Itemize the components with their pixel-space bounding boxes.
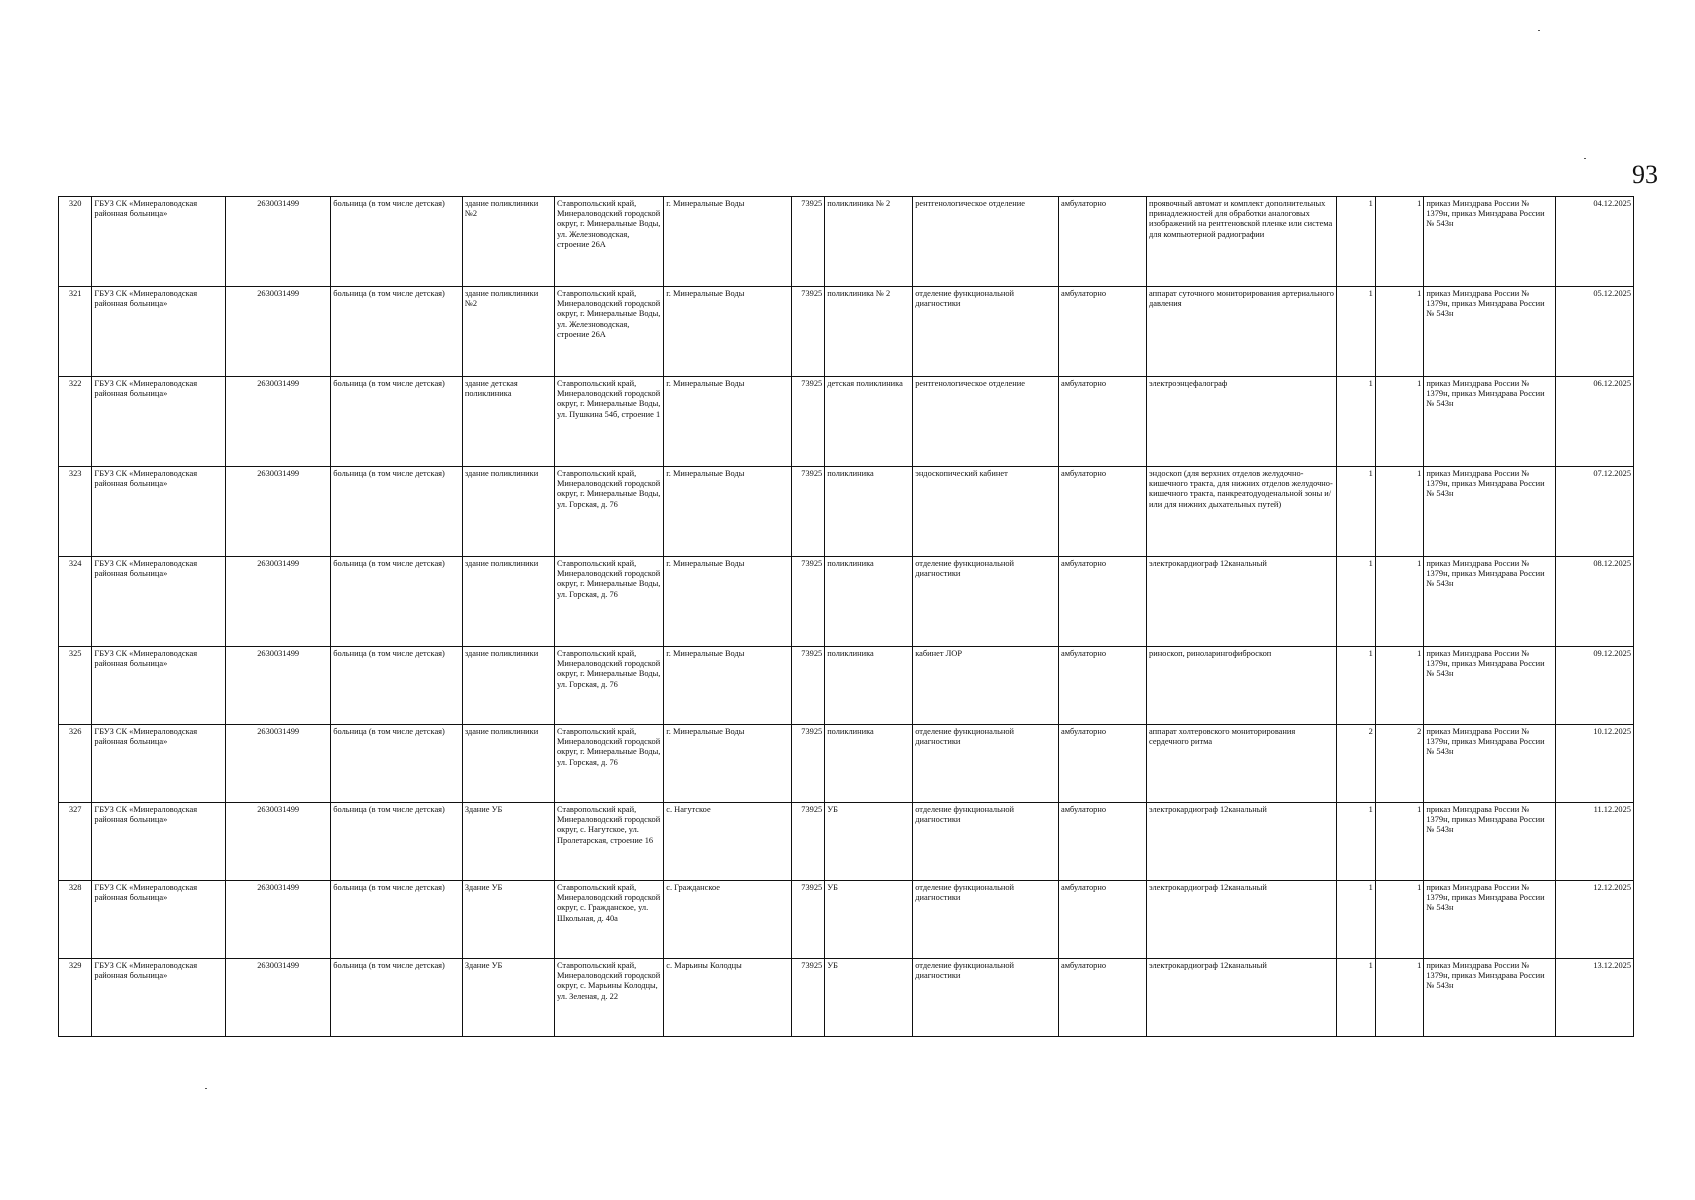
cell-address: Ставропольский край, Минераловодский городской округ, г. Минеральные Воды, ул. Железноводская, строение 26А — [554, 197, 663, 287]
cell-oktmo-code: 73925 — [791, 803, 824, 881]
cell-care-mode: амбулаторно — [1058, 881, 1146, 959]
cell-regulation-order: приказ Минздрава России № 1379н, приказ Минздрава России № 543н — [1424, 557, 1556, 647]
cell-subdivision: поликлиника — [825, 647, 913, 725]
cell-row-number: 328 — [59, 881, 92, 959]
cell-quantity-planned: 1 — [1375, 377, 1424, 467]
cell-locality: г. Минеральные Воды — [664, 197, 792, 287]
cell-inn-code: 2630031499 — [226, 287, 331, 377]
cell-oktmo-code: 73925 — [791, 725, 824, 803]
cell-organization-name: ГБУЗ СК «Минераловодская районная больница» — [92, 959, 226, 1037]
cell-building-name: здание поликлиники — [462, 725, 554, 803]
table-row — [59, 197, 1634, 287]
cell-subdivision: УБ — [825, 803, 913, 881]
cell-department: отделение функциональной диагностики — [913, 881, 1059, 959]
cell-locality: г. Минеральные Воды — [664, 287, 792, 377]
cell-locality: г. Минеральные Воды — [664, 467, 792, 557]
cell-quantity-planned: 1 — [1375, 467, 1424, 557]
cell-department: рентгенологическое отделение — [913, 197, 1059, 287]
cell-oktmo-code: 73925 — [791, 959, 824, 1037]
cell-locality: г. Минеральные Воды — [664, 377, 792, 467]
cell-care-mode: амбулаторно — [1058, 197, 1146, 287]
cell-address: Ставропольский край, Минераловодский городской округ, с. Марьины Колодцы, ул. Зеленая, д. 22 — [554, 959, 663, 1037]
cell-locality: с. Марьины Колодцы — [664, 959, 792, 1037]
cell-institution-type: больница (в том числе детская) — [331, 377, 463, 467]
cell-institution-type: больница (в том числе детская) — [331, 803, 463, 881]
cell-department: кабинет ЛОР — [913, 647, 1059, 725]
cell-deadline-date: 12.12.2025 — [1555, 881, 1633, 959]
cell-row-number: 324 — [59, 557, 92, 647]
cell-subdivision: детская поликлиника — [825, 377, 913, 467]
cell-quantity-required: 1 — [1337, 803, 1375, 881]
cell-equipment-name: электрокардиограф 12канальный — [1147, 959, 1337, 1037]
cell-subdivision: поликлиника — [825, 467, 913, 557]
cell-deadline-date: 11.12.2025 — [1555, 803, 1633, 881]
cell-equipment-name: электроэнцефалограф — [1147, 377, 1337, 467]
cell-inn-code: 2630031499 — [226, 377, 331, 467]
cell-quantity-planned: 2 — [1375, 725, 1424, 803]
cell-building-name: здание поликлиники №2 — [462, 287, 554, 377]
cell-row-number: 325 — [59, 647, 92, 725]
cell-regulation-order: приказ Минздрава России № 1379н, приказ Минздрава России № 543н — [1424, 803, 1556, 881]
cell-row-number: 326 — [59, 725, 92, 803]
table-row — [59, 467, 1634, 557]
cell-regulation-order: приказ Минздрава России № 1379н, приказ Минздрава России № 543н — [1424, 647, 1556, 725]
cell-care-mode: амбулаторно — [1058, 557, 1146, 647]
cell-oktmo-code: 73925 — [791, 557, 824, 647]
cell-inn-code: 2630031499 — [226, 725, 331, 803]
cell-locality: с. Нагутское — [664, 803, 792, 881]
cell-deadline-date: 09.12.2025 — [1555, 647, 1633, 725]
cell-organization-name: ГБУЗ СК «Минераловодская районная больница» — [92, 197, 226, 287]
cell-equipment-name: проявочный автомат и комплект дополнительных принадлежностей для обработки аналоговых изображений на рентгеновской пленке или система для компьютерной радиографии — [1147, 197, 1337, 287]
table-row — [59, 557, 1634, 647]
cell-subdivision: УБ — [825, 881, 913, 959]
cell-inn-code: 2630031499 — [226, 467, 331, 557]
cell-address: Ставропольский край, Минераловодский городской округ, г. Минеральные Воды, ул. Горская, д. 76 — [554, 725, 663, 803]
cell-building-name: Здание УБ — [462, 803, 554, 881]
cell-row-number: 323 — [59, 467, 92, 557]
cell-quantity-required: 1 — [1337, 287, 1375, 377]
cell-regulation-order: приказ Минздрава России № 1379н, приказ Минздрава России № 543н — [1424, 287, 1556, 377]
cell-care-mode: амбулаторно — [1058, 467, 1146, 557]
scan-speck — [205, 1088, 207, 1089]
cell-building-name: здание поликлиники — [462, 557, 554, 647]
cell-deadline-date: 05.12.2025 — [1555, 287, 1633, 377]
cell-row-number: 327 — [59, 803, 92, 881]
table-row — [59, 725, 1634, 803]
page-number: 93 — [1632, 160, 1658, 189]
cell-row-number: 329 — [59, 959, 92, 1037]
cell-deadline-date: 06.12.2025 — [1555, 377, 1633, 467]
scan-speck — [1584, 158, 1586, 159]
cell-quantity-required: 1 — [1337, 647, 1375, 725]
cell-equipment-name: электрокардиограф 12канальный — [1147, 557, 1337, 647]
cell-equipment-name: электрокардиограф 12канальный — [1147, 803, 1337, 881]
cell-address: Ставропольский край, Минераловодский городской округ, с. Гражданское, ул. Школьная, д. 40а — [554, 881, 663, 959]
cell-organization-name: ГБУЗ СК «Минераловодская районная больница» — [92, 647, 226, 725]
cell-institution-type: больница (в том числе детская) — [331, 467, 463, 557]
cell-building-name: здание детская поликлиника — [462, 377, 554, 467]
cell-institution-type: больница (в том числе детская) — [331, 287, 463, 377]
cell-building-name: здание поликлиники — [462, 467, 554, 557]
cell-organization-name: ГБУЗ СК «Минераловодская районная больница» — [92, 287, 226, 377]
cell-quantity-required: 1 — [1337, 197, 1375, 287]
cell-oktmo-code: 73925 — [791, 647, 824, 725]
cell-address: Ставропольский край, Минераловодский городской округ, г. Минеральные Воды, ул. Горская, д. 76 — [554, 647, 663, 725]
table-row — [59, 647, 1634, 725]
cell-locality: г. Минеральные Воды — [664, 725, 792, 803]
cell-address: Ставропольский край, Минераловодский городской округ, г. Минеральные Воды, ул. Железноводская, строение 26А — [554, 287, 663, 377]
table-row — [59, 377, 1634, 467]
cell-institution-type: больница (в том числе детская) — [331, 881, 463, 959]
cell-row-number: 321 — [59, 287, 92, 377]
cell-regulation-order: приказ Минздрава России № 1379н, приказ Минздрава России № 543н — [1424, 959, 1556, 1037]
cell-department: отделение функциональной диагностики — [913, 725, 1059, 803]
cell-equipment-name: аппарат холтеровского мониторирования сердечного ритма — [1147, 725, 1337, 803]
cell-regulation-order: приказ Минздрава России № 1379н, приказ Минздрава России № 543н — [1424, 197, 1556, 287]
cell-inn-code: 2630031499 — [226, 647, 331, 725]
cell-oktmo-code: 73925 — [791, 197, 824, 287]
cell-subdivision: поликлиника № 2 — [825, 287, 913, 377]
cell-building-name: Здание УБ — [462, 959, 554, 1037]
cell-row-number: 320 — [59, 197, 92, 287]
cell-building-name: здание поликлиники №2 — [462, 197, 554, 287]
cell-locality: г. Минеральные Воды — [664, 647, 792, 725]
cell-inn-code: 2630031499 — [226, 881, 331, 959]
cell-address: Ставропольский край, Минераловодский городской округ, с. Нагутское, ул. Пролетарская, строение 16 — [554, 803, 663, 881]
cell-quantity-planned: 1 — [1375, 557, 1424, 647]
cell-organization-name: ГБУЗ СК «Минераловодская районная больница» — [92, 803, 226, 881]
cell-subdivision: поликлиника № 2 — [825, 197, 913, 287]
cell-quantity-required: 1 — [1337, 467, 1375, 557]
cell-department: эндоскопический кабинет — [913, 467, 1059, 557]
cell-quantity-required: 1 — [1337, 959, 1375, 1037]
cell-quantity-required: 1 — [1337, 377, 1375, 467]
cell-quantity-planned: 1 — [1375, 287, 1424, 377]
cell-deadline-date: 08.12.2025 — [1555, 557, 1633, 647]
cell-institution-type: больница (в том числе детская) — [331, 959, 463, 1037]
cell-inn-code: 2630031499 — [226, 959, 331, 1037]
cell-organization-name: ГБУЗ СК «Минераловодская районная больница» — [92, 557, 226, 647]
cell-oktmo-code: 73925 — [791, 881, 824, 959]
cell-locality: г. Минеральные Воды — [664, 557, 792, 647]
cell-equipment-name: риноскоп, риноларингофиброскоп — [1147, 647, 1337, 725]
cell-row-number: 322 — [59, 377, 92, 467]
cell-quantity-planned: 1 — [1375, 803, 1424, 881]
cell-deadline-date: 10.12.2025 — [1555, 725, 1633, 803]
cell-building-name: Здание УБ — [462, 881, 554, 959]
cell-department: рентгенологическое отделение — [913, 377, 1059, 467]
cell-oktmo-code: 73925 — [791, 467, 824, 557]
cell-subdivision: УБ — [825, 959, 913, 1037]
cell-quantity-required: 1 — [1337, 881, 1375, 959]
cell-building-name: здание поликлиники — [462, 647, 554, 725]
cell-department: отделение функциональной диагностики — [913, 287, 1059, 377]
cell-regulation-order: приказ Минздрава России № 1379н, приказ Минздрава России № 543н — [1424, 725, 1556, 803]
cell-quantity-required: 1 — [1337, 557, 1375, 647]
cell-deadline-date: 07.12.2025 — [1555, 467, 1633, 557]
table-row — [59, 959, 1634, 1037]
cell-regulation-order: приказ Минздрава России № 1379н, приказ Минздрава России № 543н — [1424, 467, 1556, 557]
cell-organization-name: ГБУЗ СК «Минераловодская районная больница» — [92, 467, 226, 557]
registry-body — [59, 197, 1634, 1037]
cell-quantity-required: 2 — [1337, 725, 1375, 803]
cell-department: отделение функциональной диагностики — [913, 557, 1059, 647]
cell-equipment-name: электрокардиограф 12канальный — [1147, 881, 1337, 959]
table-row — [59, 803, 1634, 881]
cell-address: Ставропольский край, Минераловодский городской округ, г. Минеральные Воды, ул. Пушкина 54б, строение 1 — [554, 377, 663, 467]
cell-inn-code: 2630031499 — [226, 557, 331, 647]
cell-care-mode: амбулаторно — [1058, 725, 1146, 803]
cell-deadline-date: 04.12.2025 — [1555, 197, 1633, 287]
cell-inn-code: 2630031499 — [226, 197, 331, 287]
cell-care-mode: амбулаторно — [1058, 959, 1146, 1037]
scan-speck — [1538, 30, 1540, 31]
cell-regulation-order: приказ Минздрава России № 1379н, приказ Минздрава России № 543н — [1424, 377, 1556, 467]
cell-care-mode: амбулаторно — [1058, 287, 1146, 377]
cell-equipment-name: эндоскоп (для верхних отделов желудочно-кишечного тракта, для нижних отделов желудочно-кишечного тракта, панкреатодуоденальной зоны и/или для нижних дыхательных путей) — [1147, 467, 1337, 557]
cell-institution-type: больница (в том числе детская) — [331, 647, 463, 725]
cell-address: Ставропольский край, Минераловодский городской округ, г. Минеральные Воды, ул. Горская, д. 76 — [554, 467, 663, 557]
cell-institution-type: больница (в том числе детская) — [331, 725, 463, 803]
cell-care-mode: амбулаторно — [1058, 803, 1146, 881]
cell-organization-name: ГБУЗ СК «Минераловодская районная больница» — [92, 725, 226, 803]
cell-organization-name: ГБУЗ СК «Минераловодская районная больница» — [92, 377, 226, 467]
cell-inn-code: 2630031499 — [226, 803, 331, 881]
cell-care-mode: амбулаторно — [1058, 377, 1146, 467]
cell-department: отделение функциональной диагностики — [913, 803, 1059, 881]
cell-quantity-planned: 1 — [1375, 959, 1424, 1037]
cell-subdivision: поликлиника — [825, 557, 913, 647]
table-row — [59, 287, 1634, 377]
cell-institution-type: больница (в том числе детская) — [331, 557, 463, 647]
table-row — [59, 881, 1634, 959]
cell-equipment-name: аппарат суточного мониторирования артериального давления — [1147, 287, 1337, 377]
cell-locality: с. Гражданское — [664, 881, 792, 959]
cell-oktmo-code: 73925 — [791, 377, 824, 467]
cell-institution-type: больница (в том числе детская) — [331, 197, 463, 287]
cell-quantity-planned: 1 — [1375, 197, 1424, 287]
cell-department: отделение функциональной диагностики — [913, 959, 1059, 1037]
cell-oktmo-code: 73925 — [791, 287, 824, 377]
cell-quantity-planned: 1 — [1375, 881, 1424, 959]
cell-deadline-date: 13.12.2025 — [1555, 959, 1633, 1037]
registry-table — [58, 196, 1634, 1037]
cell-organization-name: ГБУЗ СК «Минераловодская районная больница» — [92, 881, 226, 959]
cell-address: Ставропольский край, Минераловодский городской округ, г. Минеральные Воды, ул. Горская, д. 76 — [554, 557, 663, 647]
cell-subdivision: поликлиника — [825, 725, 913, 803]
cell-care-mode: амбулаторно — [1058, 647, 1146, 725]
cell-quantity-planned: 1 — [1375, 647, 1424, 725]
cell-regulation-order: приказ Минздрава России № 1379н, приказ Минздрава России № 543н — [1424, 881, 1556, 959]
